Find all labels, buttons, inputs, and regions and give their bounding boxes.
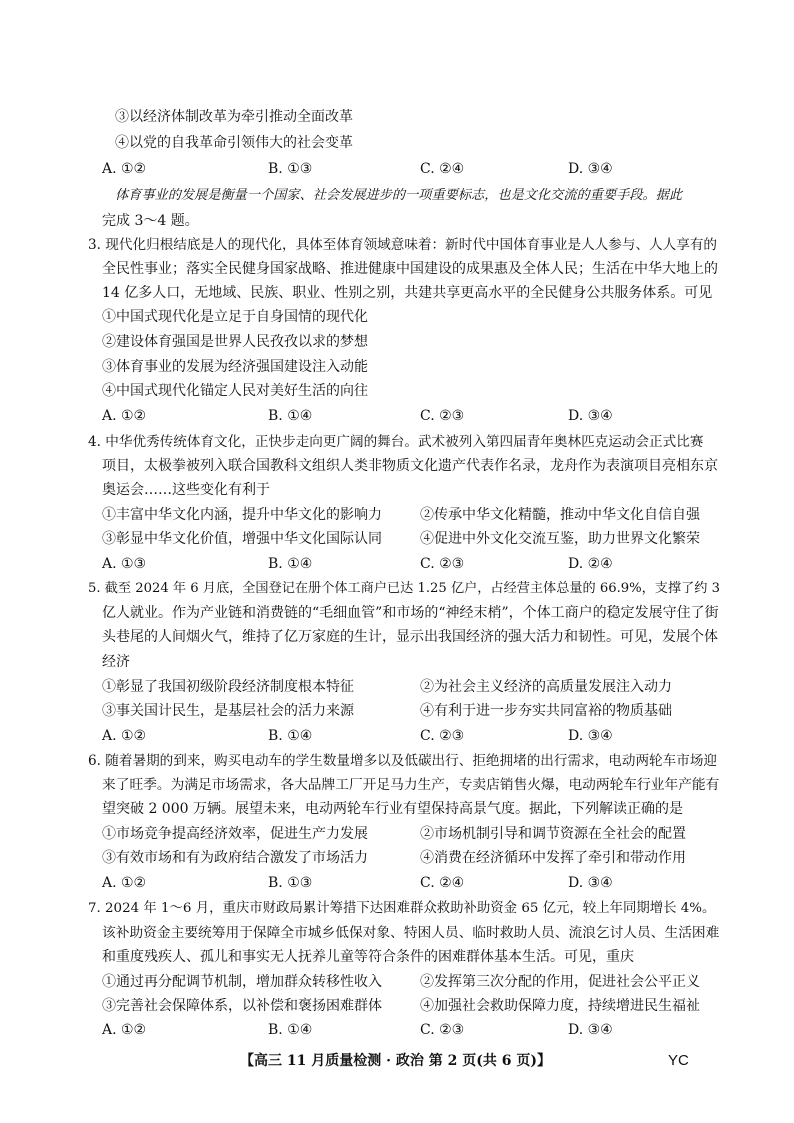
q6-statement-3: ③有效市场和有为政府结合激发了市场活力 (102, 850, 368, 866)
q3-statement-4: ④中国式现代化锚定人民对美好生活的向往 (102, 383, 368, 399)
q6-statement-2: ②市场机制引导和调节资源在全社会的配置 (420, 826, 686, 842)
page-footer-label: 【高三 11 月质量检测 · 政治 第 2 页(共 6 页)】 (240, 1053, 551, 1069)
q4-statement-3: ③彰显中华文化价值，增强中华文化国际认同 (102, 531, 382, 547)
q4-option-a: A. ①③ (102, 556, 147, 572)
q7-option-d: D. ③④ (568, 1022, 613, 1038)
q7-option-b: B. ①④ (268, 1022, 313, 1038)
q4-stem-line-3: 奥运会……这些变化有利于 (102, 482, 270, 498)
q2-option-a: A. ①② (102, 161, 147, 177)
q3-statement-2: ②建设体育强国是世界人民孜孜以求的梦想 (102, 334, 368, 350)
q3-statement-1: ①中国式现代化是立足于自身国情的现代化 (102, 309, 368, 325)
q6-stem-line-3: 望突破 2 000 万辆。展望未来，电动两轮车行业有望保持高景气度。据此，下列解读正确的是 (102, 801, 683, 817)
q7-option-c: C. ②③ (420, 1022, 465, 1038)
q6-option-b: B. ①③ (268, 875, 313, 891)
q6-statement-1: ①市场竞争提高经济效率，促进生产力发展 (102, 826, 368, 842)
q5-option-a: A. ①② (102, 728, 147, 744)
q7-stem-line-1: 7. 2024 年 1～6 月，重庆市财政局累计筹措下达困难群众救助补助资金 65 亿元，较上年同期增长 4%。 (88, 901, 716, 916)
q7-statement-2: ②发挥第三次分配的作用，促进社会公平正义 (420, 974, 700, 990)
q4-statement-1: ①丰富中华文化内涵，提升中华文化的影响力 (102, 507, 382, 523)
q4-stem-line-2: 项目，太极拳被列入联合国教科文组织人类非物质文化遗产代表作名录，龙舟作为表演项目亮相东京 (102, 458, 718, 474)
passage-line-1: 体育事业的发展是衡量一个国家、社会发展进步的一项重要标志，也是文化交流的重要手段。据此 (115, 188, 683, 203)
q5-statement-3: ③事关国计民生，是基层社会的活力来源 (102, 703, 354, 719)
page-footer-code: YC (668, 1052, 689, 1069)
q3-stem-line-2: 全民性事业；落实全民健身国家战略、推进健康中国建设的成果惠及全体人民；生活在中华大地上的 (102, 261, 718, 277)
q7-statement-1: ①通过再分配调节机制，增加群众转移性收入 (102, 974, 382, 990)
q2-option-b: B. ①③ (268, 161, 313, 177)
q5-stem-line-1: 5. 截至 2024 年 6 月底，全国登记在册个体工商户已达 1.25 亿户，占经营主体总量的 66.9%，支撑了约 3 (88, 581, 720, 596)
q7-stem-line-3: 和重度残疾人、孤儿和事实无人抚养儿童等符合条件的困难群体基本生活。可见，重庆 (102, 949, 634, 965)
q5-stem-line-2: 亿人就业。作为产业链和消费链的“毛细血管”和市场的“神经末梢”，个体工商户的稳定发展守住了街 (102, 605, 719, 621)
q6-stem-line-2: 来了旺季。为满足市场需求，各大品牌工厂开足马力生产，专卖店销售火爆，电动两轮车行业年产能有 (102, 777, 720, 793)
q2-option-d: D. ③④ (568, 161, 613, 177)
q4-option-b: B. ①④ (268, 556, 313, 572)
q6-option-a: A. ①② (102, 875, 147, 891)
q4-option-c: C. ②③ (420, 556, 465, 572)
q7-option-a: A. ①② (102, 1022, 147, 1038)
q5-statement-4: ④有利于进一步夯实共同富裕的物质基础 (420, 703, 672, 719)
q3-option-d: D. ③④ (568, 408, 613, 424)
q3-statement-3: ③体育事业的发展为经济强国建设注入动能 (102, 359, 368, 375)
q7-statement-3: ③完善社会保障体系，以补偿和褒扬困难群体 (102, 998, 382, 1014)
q3-stem-line-1: 3. 现代化归根结底是人的现代化，具体至体育领域意味着：新时代中国体育事业是人人参与、人人享有的 (88, 237, 718, 253)
q3-option-b: B. ①④ (268, 408, 313, 424)
q5-statement-1: ①彰显了我国初级阶段经济制度根本特征 (102, 679, 354, 695)
q3-option-c: C. ②③ (420, 408, 465, 424)
q4-option-d: D. ②④ (568, 556, 613, 572)
q4-statement-4: ④促进中外文化交流互鉴，助力世界文化繁荣 (420, 531, 700, 547)
q5-option-c: C. ②③ (420, 728, 465, 744)
q6-option-d: D. ③④ (568, 875, 613, 891)
q5-option-b: B. ①④ (268, 728, 313, 744)
q5-statement-2: ②为社会主义经济的高质量发展注入动力 (420, 679, 672, 695)
q4-stem-line-1: 4. 中华优秀传统体育文化，正快步走向更广阔的舞台。武术被列入第四届青年奥林匹克运动会正式比赛 (88, 434, 704, 450)
q4-statement-2: ②传承中华文化精髓，推动中华文化自信自强 (420, 507, 700, 523)
q2-option-c: C. ②④ (420, 161, 465, 177)
q5-stem-line-3: 头巷尾的人间烟火气，维持了亿万家庭的生计，显示出我国经济的强大活力和韧性。可见，发展个体 (102, 629, 718, 645)
q5-option-d: D. ③④ (568, 728, 613, 744)
q7-statement-4: ④加强社会救助保障力度，持续增进民生福祉 (420, 998, 700, 1014)
q2-statement-3: ③以经济体制改革为牵引推动全面改革 (115, 109, 353, 125)
q3-stem-line-3: 14 亿多人口，无地域、民族、职业、性别之别，共建共享更高水平的全民健身公共服务体系。可见 (102, 285, 713, 301)
q6-option-c: C. ②④ (420, 875, 465, 891)
q5-stem-line-4: 经济 (102, 654, 130, 670)
q6-statement-4: ④消费在经济循环中发挥了牵引和带动作用 (420, 850, 686, 866)
q2-statement-4: ④以党的自我革命引领伟大的社会变革 (115, 135, 353, 151)
passage-line-2: 完成 3～4 题。 (102, 213, 199, 229)
q7-stem-line-2: 该补助资金主要统筹用于保障全市城乡低保对象、特困人员、临时救助人员、流浪乞讨人员、生活困难 (102, 925, 720, 941)
q3-option-a: A. ①② (102, 408, 147, 424)
q6-stem-line-1: 6. 随着暑期的到来，购买电动车的学生数量增多以及低碳出行、拒绝拥堵的出行需求，电动两轮车市场迎 (88, 753, 718, 769)
